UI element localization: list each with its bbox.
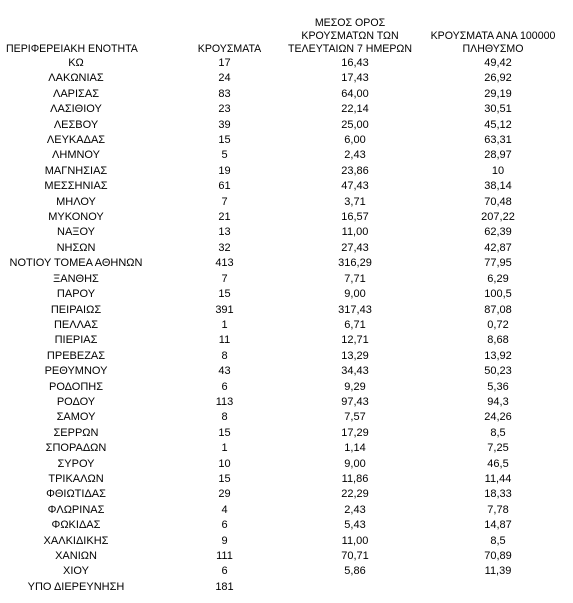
per-100k-cell: 14,87	[484, 519, 512, 532]
table-row	[0, 441, 573, 456]
per-100k-cell: 87,08	[484, 303, 512, 316]
cases-cell: 181	[215, 580, 234, 593]
per-100k-cell: 49,42	[484, 57, 512, 69]
region-cell: ΠΕΛΛΑΣ	[53, 318, 99, 331]
per-100k-cell: 70,89	[484, 550, 512, 562]
avg-cell: 5,86	[344, 565, 366, 578]
cases-cell: 23	[218, 103, 231, 116]
per-100k-cell: 38,14	[484, 180, 512, 193]
header-per-line2: ΠΛΗΘΥΣΜΟ	[462, 43, 524, 55]
avg-cell: 9,29	[344, 380, 366, 393]
cases-cell: 15	[218, 472, 231, 485]
region-cell: ΛΗΜΝΟΥ	[52, 149, 100, 162]
region-cell: ΧΙΟΥ	[63, 565, 89, 578]
avg-cell: 6,71	[344, 318, 366, 331]
table-body	[0, 56, 573, 595]
region-cell: ΛΑΡΙΣΑΣ	[52, 87, 99, 100]
region-cell: ΜΑΓΝΗΣΙΑΣ	[44, 164, 108, 177]
avg-cell: 317,43	[338, 303, 372, 316]
avg-cell: 12,71	[341, 334, 369, 347]
avg-cell: 3,71	[344, 195, 366, 208]
cases-cell: 1	[221, 442, 228, 455]
avg-cell: 16,57	[341, 211, 369, 224]
per-100k-cell: 29,19	[484, 87, 512, 100]
cases-cell: 10	[218, 457, 231, 470]
per-100k-cell: 63,31	[484, 134, 512, 147]
cases-cell: 15	[218, 288, 231, 301]
cases-cell: 32	[218, 241, 231, 254]
cases-cell: 8	[221, 349, 228, 362]
cases-cell: 15	[218, 134, 231, 147]
avg-cell: 7,71	[344, 272, 366, 285]
table-row	[0, 148, 573, 163]
region-cell: ΚΩ	[68, 57, 84, 69]
region-cell: ΜΕΣΣΗΝΙΑΣ	[44, 180, 108, 193]
per-100k-cell: 10	[491, 164, 505, 177]
table-row	[0, 118, 573, 133]
region-cell: ΦΩΚΙΔΑΣ	[51, 519, 101, 532]
per-100k-cell: 11,39	[484, 565, 512, 578]
region-cell: ΣΥΡΟΥ	[57, 457, 95, 470]
table-row	[0, 210, 573, 225]
avg-cell: 13,29	[341, 349, 369, 362]
per-100k-cell: 8,68	[487, 334, 509, 347]
per-100k-cell: 26,92	[484, 72, 512, 85]
per-100k-cell: 5,36	[487, 380, 509, 393]
region-cell: ΦΘΙΩΤΙΔΑΣ	[46, 488, 106, 501]
region-cell: ΥΠΟ ΔΙΕΡΕΥΝΗΣΗ	[27, 580, 125, 593]
per-100k-cell: 100,5	[484, 288, 512, 301]
cases-cell: 17	[218, 57, 231, 69]
avg-cell: 70,71	[341, 550, 369, 562]
table-row	[0, 580, 573, 595]
per-100k-cell: 207,22	[481, 211, 515, 224]
per-100k-cell: 0,72	[487, 318, 509, 331]
table-row	[0, 133, 573, 148]
cases-cell: 7	[221, 272, 228, 285]
avg-cell: 97,43	[341, 395, 369, 408]
region-cell: ΠΕΙΡΑΙΩΣ	[50, 303, 102, 316]
avg-cell: 9,00	[344, 288, 366, 301]
table-row	[0, 303, 573, 318]
cases-cell: 11	[218, 334, 231, 347]
per-100k-cell: 6,29	[487, 272, 509, 285]
region-cell: ΜΥΚΟΝΟΥ	[48, 211, 104, 224]
table-row	[0, 457, 573, 472]
cases-cell: 15	[218, 426, 231, 439]
avg-cell: 2,43	[344, 149, 366, 162]
per-100k-cell: 11,44	[484, 472, 512, 485]
region-cell: ΛΕΥΚΑΔΑΣ	[46, 134, 106, 147]
region-cell: ΛΑΣΙΘΙΟΥ	[50, 103, 102, 116]
table-row	[0, 71, 573, 86]
table-row	[0, 472, 573, 487]
per-100k-cell: 70,48	[484, 195, 512, 208]
cases-cell: 9	[221, 534, 228, 547]
per-100k-cell: 8,5	[490, 426, 506, 439]
region-cell: ΞΑΝΘΗΣ	[53, 272, 99, 285]
table-row	[0, 179, 573, 194]
table-row	[0, 195, 573, 210]
table-row	[0, 410, 573, 425]
region-cell: ΛΕΣΒΟΥ	[53, 118, 99, 131]
region-cell: ΠΑΡΟΥ	[56, 288, 96, 301]
avg-cell: 9,00	[344, 457, 366, 470]
avg-cell: 16,43	[341, 57, 369, 69]
avg-cell: 5,43	[344, 519, 366, 532]
region-cell: ΣΑΜΟΥ	[56, 411, 96, 424]
table-row	[0, 102, 573, 117]
per-100k-cell: 24,26	[484, 411, 512, 424]
avg-cell: 6,00	[344, 134, 366, 147]
header-per-100k	[413, 0, 573, 56]
avg-cell: 25,00	[341, 118, 369, 131]
avg-cell: 2,43	[344, 503, 366, 516]
header-row	[0, 0, 573, 56]
per-100k-cell: 77,95	[484, 257, 512, 270]
table-row	[0, 487, 573, 502]
per-100k-cell: 13,92	[484, 349, 512, 362]
header-avg-line2: ΚΡΟΥΣΜΑΤΩΝ ΤΩΝ	[301, 30, 399, 42]
region-cell: ΤΡΙΚΑΛΩΝ	[48, 472, 104, 485]
avg-cell: 23,86	[341, 164, 369, 177]
cases-cell: 113	[215, 395, 234, 408]
cases-cell: 13	[218, 226, 231, 239]
per-100k-cell: 28,97	[484, 149, 512, 162]
cases-cell: 111	[216, 550, 233, 562]
region-cell: ΧΑΝΙΩΝ	[55, 550, 97, 562]
table-row	[0, 287, 573, 302]
per-100k-cell: 45,12	[484, 118, 512, 131]
per-100k-cell: 50,23	[484, 365, 512, 378]
region-cell: ΣΕΡΡΩΝ	[53, 426, 99, 439]
region-cell: ΡΟΔΟΠΗΣ	[48, 380, 104, 393]
header-per-line1: ΚΡΟΥΣΜΑΤΑ ΑΝΑ 100000	[430, 30, 556, 42]
region-cell: ΛΑΚΩΝΙΑΣ	[48, 72, 104, 85]
table-row	[0, 534, 573, 549]
table-row	[0, 380, 573, 395]
cases-cell: 61	[218, 180, 231, 193]
region-cell: ΧΑΛΚΙΔΙΚΗΣ	[43, 534, 109, 547]
header-avg	[287, 0, 413, 56]
avg-cell: 17,29	[341, 426, 369, 439]
avg-cell	[287, 580, 413, 595]
region-cell: ΜΗΛΟΥ	[56, 195, 96, 208]
cases-cell: 24	[218, 72, 231, 85]
cases-cell: 413	[215, 257, 234, 270]
header-cases	[172, 0, 287, 56]
avg-cell: 7,57	[344, 411, 366, 424]
per-100k-cell	[413, 580, 573, 595]
table-row	[0, 56, 573, 71]
cases-cell: 1	[221, 318, 228, 331]
table-row	[0, 549, 573, 564]
header-avg-line3: ΤΕΛΕΥΤΑΙΩΝ 7 ΗΜΕΡΩΝ	[288, 43, 412, 55]
region-cell: ΠΡΕΒΕΖΑΣ	[46, 349, 106, 362]
region-cell: ΣΠΟΡΑΔΩΝ	[45, 442, 107, 455]
region-cell: ΡΕΘΥΜΝΟΥ	[44, 365, 108, 378]
per-100k-cell: 62,39	[484, 226, 512, 239]
table-row	[0, 318, 573, 333]
region-cell: ΝΑΞΟΥ	[57, 226, 95, 239]
cases-cell: 29	[218, 488, 231, 501]
avg-cell: 27,43	[341, 241, 369, 254]
table-row	[0, 225, 573, 240]
avg-cell: 1,14	[344, 442, 366, 455]
table-row	[0, 87, 573, 102]
cases-cell: 8	[221, 411, 228, 424]
avg-cell: 47,43	[341, 180, 369, 193]
table-row	[0, 564, 573, 579]
cases-cell: 43	[218, 365, 231, 378]
table-row	[0, 333, 573, 348]
region-cell: ΠΙΕΡΙΑΣ	[54, 334, 98, 347]
table-row	[0, 518, 573, 533]
per-100k-cell: 18,33	[484, 488, 512, 501]
cases-cell: 6	[221, 519, 228, 532]
table-row	[0, 364, 573, 379]
cases-cell: 5	[221, 149, 228, 162]
avg-cell: 17,43	[341, 72, 369, 85]
avg-cell: 34,43	[341, 365, 369, 378]
table-row	[0, 272, 573, 287]
header-region	[0, 0, 172, 56]
header-region-label: ΠΕΡΙΦΕΡΕΙΑΚΗ ΕΝΟΤΗΤΑ	[6, 43, 138, 55]
per-100k-cell: 7,78	[487, 503, 509, 516]
per-100k-cell: 94,3	[487, 395, 509, 408]
avg-cell: 11,00	[341, 534, 369, 547]
cases-cell: 6	[221, 565, 228, 578]
per-100k-cell: 42,87	[484, 241, 512, 254]
header-cases-label: ΚΡΟΥΣΜΑΤΑ	[197, 43, 262, 55]
cases-cell: 21	[218, 211, 231, 224]
cases-cell: 6	[221, 380, 228, 393]
per-100k-cell: 7,25	[487, 442, 509, 455]
region-cell: ΝΟΤΙΟΥ ΤΟΜΕΑ ΑΘΗΝΩΝ	[9, 257, 143, 270]
avg-cell: 11,00	[341, 226, 369, 239]
avg-cell: 22,14	[341, 103, 369, 116]
per-100k-cell: 46,5	[487, 457, 509, 470]
cases-cell: 39	[218, 118, 231, 131]
avg-cell: 11,86	[341, 472, 369, 485]
header-avg-line1: ΜΕΣΟΣ ΟΡΟΣ	[314, 17, 386, 29]
table-row	[0, 395, 573, 410]
region-cell: ΡΟΔΟΥ	[56, 395, 96, 408]
avg-cell: 316,29	[338, 257, 372, 270]
region-cell: ΝΗΣΩΝ	[56, 241, 96, 254]
avg-cell: 22,29	[341, 488, 369, 501]
table-header	[0, 0, 573, 56]
region-cell: ΦΛΩΡΙΝΑΣ	[47, 503, 105, 516]
cases-cell: 4	[221, 503, 228, 516]
table-row	[0, 349, 573, 364]
per-100k-cell: 8,5	[490, 534, 506, 547]
cases-cell: 83	[218, 87, 231, 100]
table-row	[0, 164, 573, 179]
table-row	[0, 426, 573, 441]
table-row	[0, 503, 573, 518]
cases-cell: 7	[221, 195, 228, 208]
avg-cell: 64,00	[341, 87, 369, 100]
cases-cell: 19	[218, 164, 231, 177]
table-row	[0, 256, 573, 271]
per-100k-cell: 30,51	[484, 103, 512, 116]
table-row	[0, 241, 573, 256]
cases-cell: 391	[215, 303, 234, 316]
